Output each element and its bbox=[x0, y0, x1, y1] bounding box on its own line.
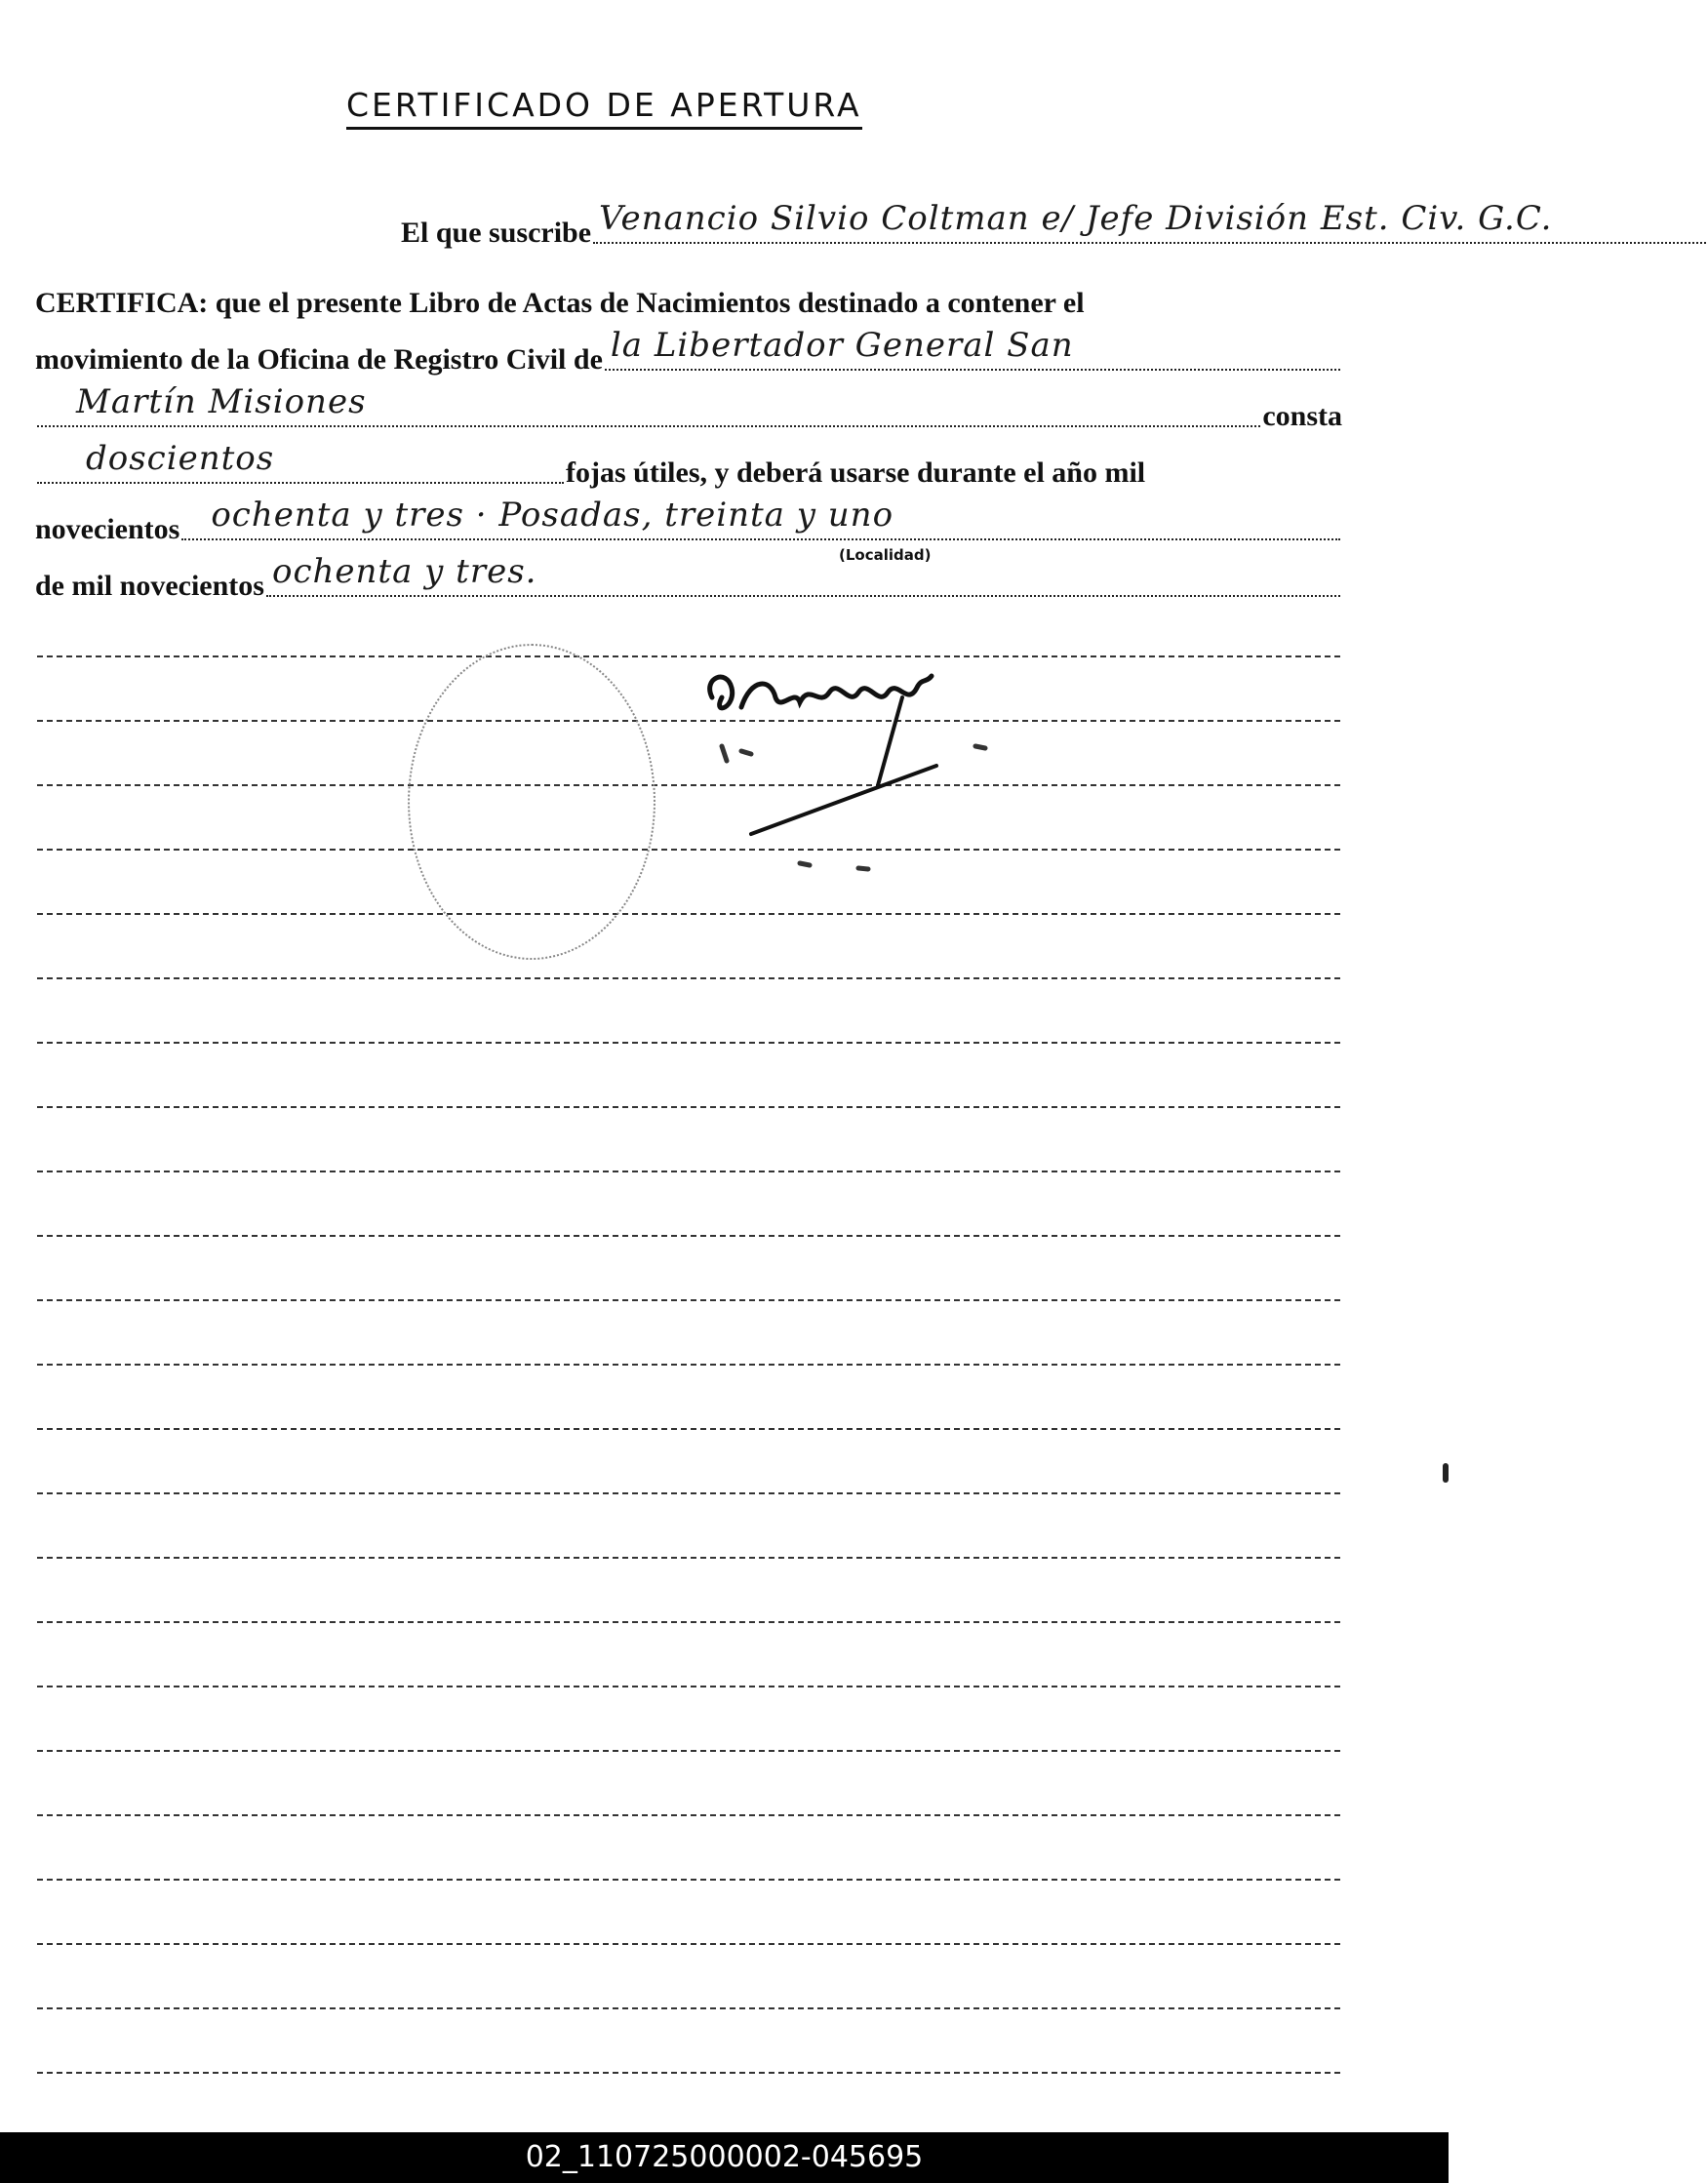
ruled-line bbox=[37, 1750, 1340, 1752]
line-novecientos bbox=[35, 496, 1342, 546]
ruled-line bbox=[37, 1492, 1340, 1494]
ruled-line bbox=[37, 1557, 1340, 1559]
movimiento-label: movimiento de la Oficina de Registro Civil de bbox=[35, 343, 603, 376]
ruled-line bbox=[37, 1171, 1340, 1172]
ruled-line bbox=[37, 1943, 1340, 1945]
line-consta bbox=[35, 382, 1342, 433]
ruled-line bbox=[37, 1814, 1340, 1816]
year-place-field bbox=[181, 496, 1340, 540]
localidad-field bbox=[37, 382, 1260, 427]
signature bbox=[683, 639, 1053, 893]
line-fojas bbox=[35, 439, 1342, 490]
fojas-field bbox=[37, 439, 564, 484]
oficina-handwriting: la Libertador General San bbox=[610, 326, 1074, 365]
ruled-line bbox=[37, 913, 1340, 915]
localidad-handwriting: Martín Misiones bbox=[76, 382, 367, 421]
ruled-line bbox=[37, 1106, 1340, 1108]
document-code-bar: 02_110725000002-045695 bbox=[0, 2132, 1449, 2183]
ruled-line bbox=[37, 1042, 1340, 1044]
ruled-line bbox=[37, 1686, 1340, 1687]
ruled-line bbox=[37, 1879, 1340, 1881]
fojas-label: fojas útiles, y deberá usarse durante el año mil bbox=[566, 456, 1146, 489]
ruled-line bbox=[37, 1235, 1340, 1237]
suscribe-field bbox=[593, 199, 1706, 244]
ruled-line bbox=[37, 1299, 1340, 1301]
line-suscribe bbox=[35, 199, 1708, 250]
localidad-caption: (Localidad) bbox=[839, 546, 932, 564]
certifica-text: CERTIFICA: que el presente Libro de Actas de Nacimientos destinado a contener el bbox=[35, 287, 1085, 319]
ruled-line bbox=[37, 1428, 1340, 1430]
line-certifica bbox=[35, 275, 1342, 320]
official-seal bbox=[408, 644, 655, 960]
ruled-line bbox=[37, 2007, 1340, 2009]
suscribe-label: El que suscribe bbox=[401, 217, 592, 249]
year-place-handwriting: ochenta y tres · Posadas, treinta y uno bbox=[211, 496, 894, 535]
margin-mark bbox=[1443, 1463, 1449, 1483]
ruled-line bbox=[37, 1364, 1340, 1366]
consta-label: consta bbox=[1262, 400, 1342, 432]
ruled-line bbox=[37, 2072, 1340, 2074]
fojas-handwriting: doscientos bbox=[86, 439, 275, 478]
ruled-line bbox=[37, 1621, 1340, 1623]
suscribe-handwriting: Venancio Silvio Coltman e/ Jefe División Est. Civ. G.C. bbox=[599, 199, 1553, 238]
oficina-field bbox=[605, 326, 1340, 371]
year-end-handwriting: ochenta y tres. bbox=[271, 552, 537, 591]
document-title: CERTIFICADO DE APERTURA bbox=[346, 86, 862, 130]
line-movimiento bbox=[35, 326, 1342, 377]
novecientos-label: novecientos bbox=[35, 513, 180, 545]
de-mil-label: de mil novecientos bbox=[35, 570, 264, 602]
ruled-line bbox=[37, 977, 1340, 979]
